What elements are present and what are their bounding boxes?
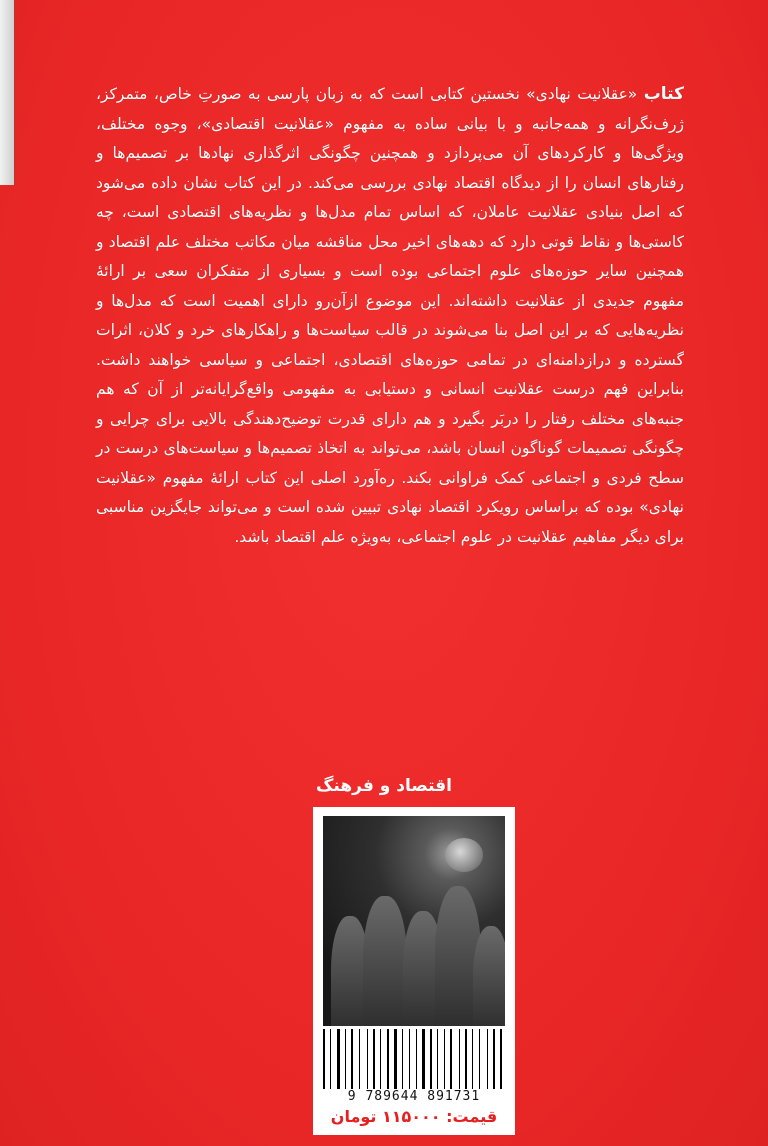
barcode-bar [355, 1029, 357, 1089]
barcode-bar [447, 1029, 448, 1089]
barcode-bar [493, 1029, 495, 1089]
barcode-bar [416, 1029, 417, 1089]
barcode-bar [377, 1029, 378, 1089]
moon-shape [445, 838, 483, 872]
barcode-bar [348, 1029, 349, 1089]
barcode-bar [422, 1029, 425, 1089]
barcode-bar [497, 1029, 498, 1089]
barcode [323, 1029, 505, 1089]
barcode-bar [459, 1029, 460, 1089]
barcode-bar [351, 1029, 353, 1089]
barcode-bar [487, 1029, 488, 1089]
barcode-bar [367, 1029, 368, 1089]
barcode-bar [323, 1029, 325, 1089]
barcode-bar [345, 1029, 346, 1089]
barcode-bar [504, 1029, 505, 1089]
barcode-bar [482, 1029, 485, 1089]
barcode-bar [370, 1029, 371, 1089]
barcode-bar [391, 1029, 392, 1089]
barcode-bar [387, 1029, 389, 1089]
isbn-number: 9 789644 891731 [347, 1089, 481, 1104]
barcode-bar [440, 1029, 442, 1089]
barcode-bar [454, 1029, 457, 1089]
barcode-bar [383, 1029, 385, 1089]
barcode-bar [465, 1029, 467, 1089]
blurb-text [96, 80, 684, 552]
blurb-lead: کتاب [643, 84, 684, 104]
barcode-bar [437, 1029, 438, 1089]
barcode-bar [380, 1029, 381, 1089]
barcode-bar [475, 1029, 477, 1089]
barcode-bar [373, 1029, 375, 1089]
barcode-bar [399, 1029, 400, 1089]
figure-silhouette [363, 896, 407, 1026]
barcode-bar [419, 1029, 420, 1089]
cover-thumbnail-image [323, 816, 505, 1026]
barcode-bar [412, 1029, 414, 1089]
barcode-bar [342, 1029, 343, 1089]
barcode-bar [469, 1029, 470, 1089]
barcode-bar [427, 1029, 428, 1089]
barcode-bar [479, 1029, 480, 1089]
price-label: قیمت: ۱۱۵۰۰۰ تومان [330, 1107, 498, 1126]
barcode-bar [500, 1029, 502, 1089]
barcode-bar [472, 1029, 473, 1089]
barcode-bar [359, 1029, 360, 1089]
publisher-name: اقتصاد و فرهنگ [316, 776, 452, 796]
barcode-bar [402, 1029, 403, 1089]
page-edge [0, 0, 15, 185]
barcode-bar [490, 1029, 491, 1089]
barcode-bar [330, 1029, 331, 1089]
barcode-bar [409, 1029, 410, 1089]
barcode-bar [462, 1029, 463, 1089]
barcode-bar [327, 1029, 328, 1089]
barcode-bar [405, 1029, 407, 1089]
barcode-bar [394, 1029, 397, 1089]
price-sticker [313, 807, 515, 1135]
blurb-body: «عقلانیت نهادی» نخستین کتابی است که به زبان پارسی به صورتِ خاص، متمرکز، ژرف‌نگرانه و همه‌جانبه و با بیانی ساده به مفهوم «عقلانیت اقتصادی»، وجوه مختلف، ویژگی‌ها و کارکردهای آن می‌پردازد و همچنین چگونگی اثرگذاری نهادها بر تصمیم‌ها و رفتارهای انسان را از دیدگاه اقتصاد نهادی بررسی می‌کند. در این کتاب نشان داده می‌شود که اصل بنیادی عقلانیت عاملان، که اساس تمام مدل‌ها و نظریه‌های اقتصادی است، چه کاستی‌ها و نقاط قوتی دارد که دهه‌های اخیر محل مناقشه میان مکاتب مختلف علم اقتصاد و همچنین سایر حوزه‌های علوم اجتماعی بوده است و بسیاری از متفکران سعی بر ارائهٔ مفهوم جدیدی از عقلانیت داشته‌اند. این موضوع ازآن‌رو دارای اهمیت است که مدل‌ها و نظریه‌هایی که بر این اصل بنا می‌شوند در قالب سیاست‌ها و راهکارهای خرد و کلان، اثرات گسترده و درازدامنه‌ای در تمامی حوزه‌های اقتصادی، اجتماعی و سیاسی خواهند داشت. بنابراین فهم درست عقلانیت انسانی و دستیابی به مفهومی واقع‌گرایانه‌تر از آن که هم جنبه‌های مختلف رفتار را دربَر بگیرد و هم دارای قدرت توضیح‌دهندگی بالایی برای چرایی و چگونگی تصمیمات گوناگون انسان باشد، می‌تواند به اتخاذ تصمیم‌ها و سیاست‌های درست در سطح فردی و اجتماعی کمک فراوانی بکند. ره‌آورد اصلی این کتاب ارائهٔ مفهوم «عقلانیت نهادی» بوده که براساس رویکرد اقتصاد نهادی تبیین شده است و می‌تواند جایگزین مناسبی برای دیگر مفاهیم عقلانیت در علوم اجتماعی، به‌ویژه علم اقتصاد باشد. [96, 85, 684, 546]
barcode-bar [333, 1029, 335, 1089]
barcode-bar [434, 1029, 435, 1089]
barcode-bar [337, 1029, 340, 1089]
barcode-bar [444, 1029, 445, 1089]
barcode-bar [362, 1029, 365, 1089]
barcode-bar [430, 1029, 432, 1089]
figure-silhouette [473, 926, 505, 1026]
barcode-bar [450, 1029, 452, 1089]
